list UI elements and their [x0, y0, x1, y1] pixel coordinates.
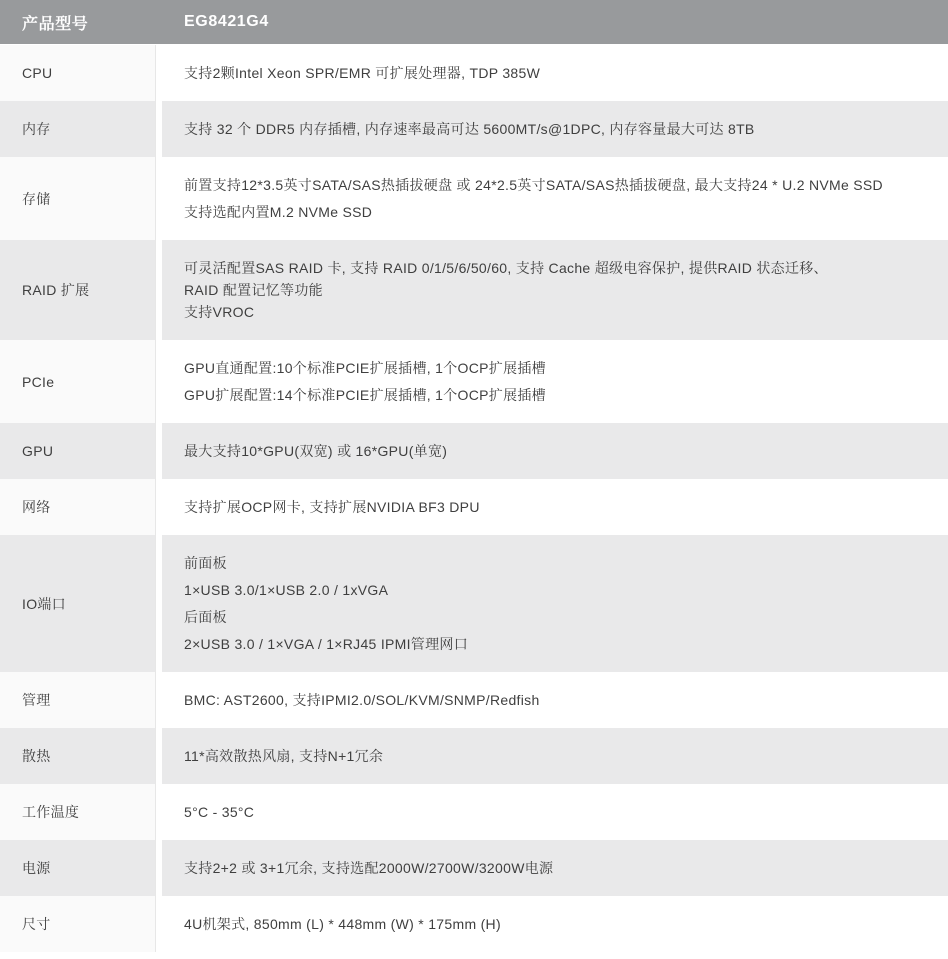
spec-value: [162, 157, 948, 240]
product-model-value: EG8421G4: [184, 13, 269, 30]
spec-label: GPU: [0, 423, 156, 479]
spec-value-line: 4U机架式, 850mm (L) * 448mm (W) * 175mm (H): [184, 916, 501, 932]
spec-label: 内存: [0, 101, 156, 157]
spec-value: [162, 728, 948, 784]
product-model-header-label: 产品型号: [22, 15, 89, 33]
spec-row: [0, 728, 948, 784]
spec-row: [0, 896, 948, 952]
spec-row: [0, 45, 948, 101]
spec-row: [0, 840, 948, 896]
product-model-header: [0, 0, 948, 44]
spec-value-line: 支持2+2 或 3+1冗余, 支持选配2000W/2700W/3200W电源: [184, 860, 554, 876]
spec-value: [162, 535, 948, 672]
spec-label: IO端口: [0, 535, 156, 672]
spec-value-line: GPU扩展配置:14个标准PCIE扩展插槽, 1个OCP扩展插槽: [184, 387, 546, 403]
spec-row: [0, 423, 948, 479]
spec-label: 散热: [0, 728, 156, 784]
spec-row: [0, 784, 948, 840]
spec-table-body: [0, 45, 948, 952]
spec-label: PCIe: [0, 340, 156, 423]
spec-value: [162, 840, 948, 896]
spec-value: [162, 479, 948, 535]
spec-value-line: 支持扩展OCP网卡, 支持扩展NVIDIA BF3 DPU: [184, 499, 480, 515]
spec-value-line: 前面板: [184, 555, 227, 571]
spec-label: 电源: [0, 840, 156, 896]
spec-value-line: 支持选配内置M.2 NVMe SSD: [184, 204, 373, 220]
spec-value-line: RAID 配置记忆等功能: [184, 282, 323, 298]
spec-row: [0, 157, 948, 240]
spec-value: [162, 672, 948, 728]
spec-value: [162, 340, 948, 423]
spec-label: RAID 扩展: [0, 240, 156, 340]
spec-row: [0, 340, 948, 423]
spec-label: 工作温度: [0, 784, 156, 840]
spec-value: [162, 240, 948, 340]
spec-row: [0, 672, 948, 728]
spec-label: 管理: [0, 672, 156, 728]
spec-value-line: 支持 32 个 DDR5 内存插槽, 内存速率最高可达 5600MT/s@1DPC, 内存容量最大可达 8TB: [184, 121, 755, 137]
spec-value-line: 5°C - 35°C: [184, 804, 255, 820]
spec-value-line: 后面板: [184, 609, 227, 625]
spec-value-line: GPU直通配置:10个标准PCIE扩展插槽, 1个OCP扩展插槽: [184, 360, 546, 376]
spec-value-line: BMC: AST2600, 支持IPMI2.0/SOL/KVM/SNMP/Redfish: [184, 692, 540, 708]
spec-value-line: 支持VROC: [184, 304, 255, 320]
spec-value: [162, 896, 948, 952]
spec-value: [162, 784, 948, 840]
spec-row: [0, 240, 948, 340]
spec-row: [0, 535, 948, 672]
spec-label: 网络: [0, 479, 156, 535]
spec-value: [162, 45, 948, 101]
spec-label: CPU: [0, 45, 156, 101]
spec-label: 存储: [0, 157, 156, 240]
spec-row: [0, 479, 948, 535]
spec-label: 尺寸: [0, 896, 156, 952]
spec-value-line: 11*高效散热风扇, 支持N+1冗余: [184, 748, 384, 764]
spec-value-line: 可灵活配置SAS RAID 卡, 支持 RAID 0/1/5/6/50/60, 支持 Cache 超级电容保护, 提供RAID 状态迁移、: [184, 260, 828, 276]
spec-value: [162, 423, 948, 479]
spec-row: [0, 101, 948, 157]
spec-value-line: 最大支持10*GPU(双宽) 或 16*GPU(单宽): [184, 443, 448, 459]
spec-value: [162, 101, 948, 157]
spec-value-line: 前置支持12*3.5英寸SATA/SAS热插拔硬盘 或 24*2.5英寸SATA/SAS热插拔硬盘, 最大支持24 * U.2 NVMe SSD: [184, 177, 883, 193]
spec-value-line: 1×USB 3.0/1×USB 2.0 / 1xVGA: [184, 582, 389, 598]
spec-value-line: 2×USB 3.0 / 1×VGA / 1×RJ45 IPMI管理网口: [184, 636, 469, 652]
spec-value-line: 支持2颗Intel Xeon SPR/EMR 可扩展处理器, TDP 385W: [184, 65, 541, 81]
